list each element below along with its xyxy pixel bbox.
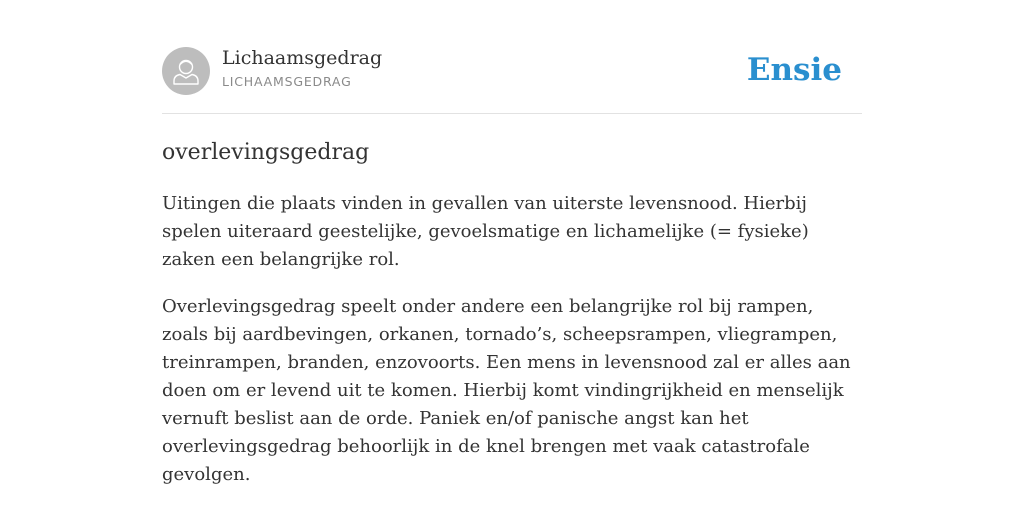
brand-logo[interactable]: Ensie (746, 52, 842, 88)
author-name[interactable]: Lichaamsgedrag (222, 47, 383, 69)
article-paragraph: Uitingen die plaats vinden in gevallen van uiterste levensnood. Hierbij spelen uiteraard geestelijke, gevoelsmatige en lichamelijke (= fysieke) zaken een belangrijke rol. (162, 193, 809, 270)
author-tag[interactable]: LICHAAMSGEDRAG (222, 74, 352, 89)
article-paragraph: Overlevingsgedrag speelt onder andere een belangrijke rol bij rampen, zoals bij aardbevingen, orkanen, tornado’s, scheepsrampen, vliegrampen, treinrampen, branden, enzovoorts. Een mens in levensnood zal er alles aan doen om er levend uit te komen. Hierbij komt vindingrijkheid en menselijk vernuft beslist aan de orde. Paniek en/of panische angst kan het overlevingsgedrag behoorlijk in de knel brengen met vaak catastrofale gevolgen. (162, 296, 851, 485)
user-icon (162, 47, 210, 95)
article-header (162, 0, 862, 114)
avatar[interactable] (162, 47, 210, 95)
article-title: overlevingsgedrag (162, 140, 370, 165)
article-card (162, 0, 862, 485)
